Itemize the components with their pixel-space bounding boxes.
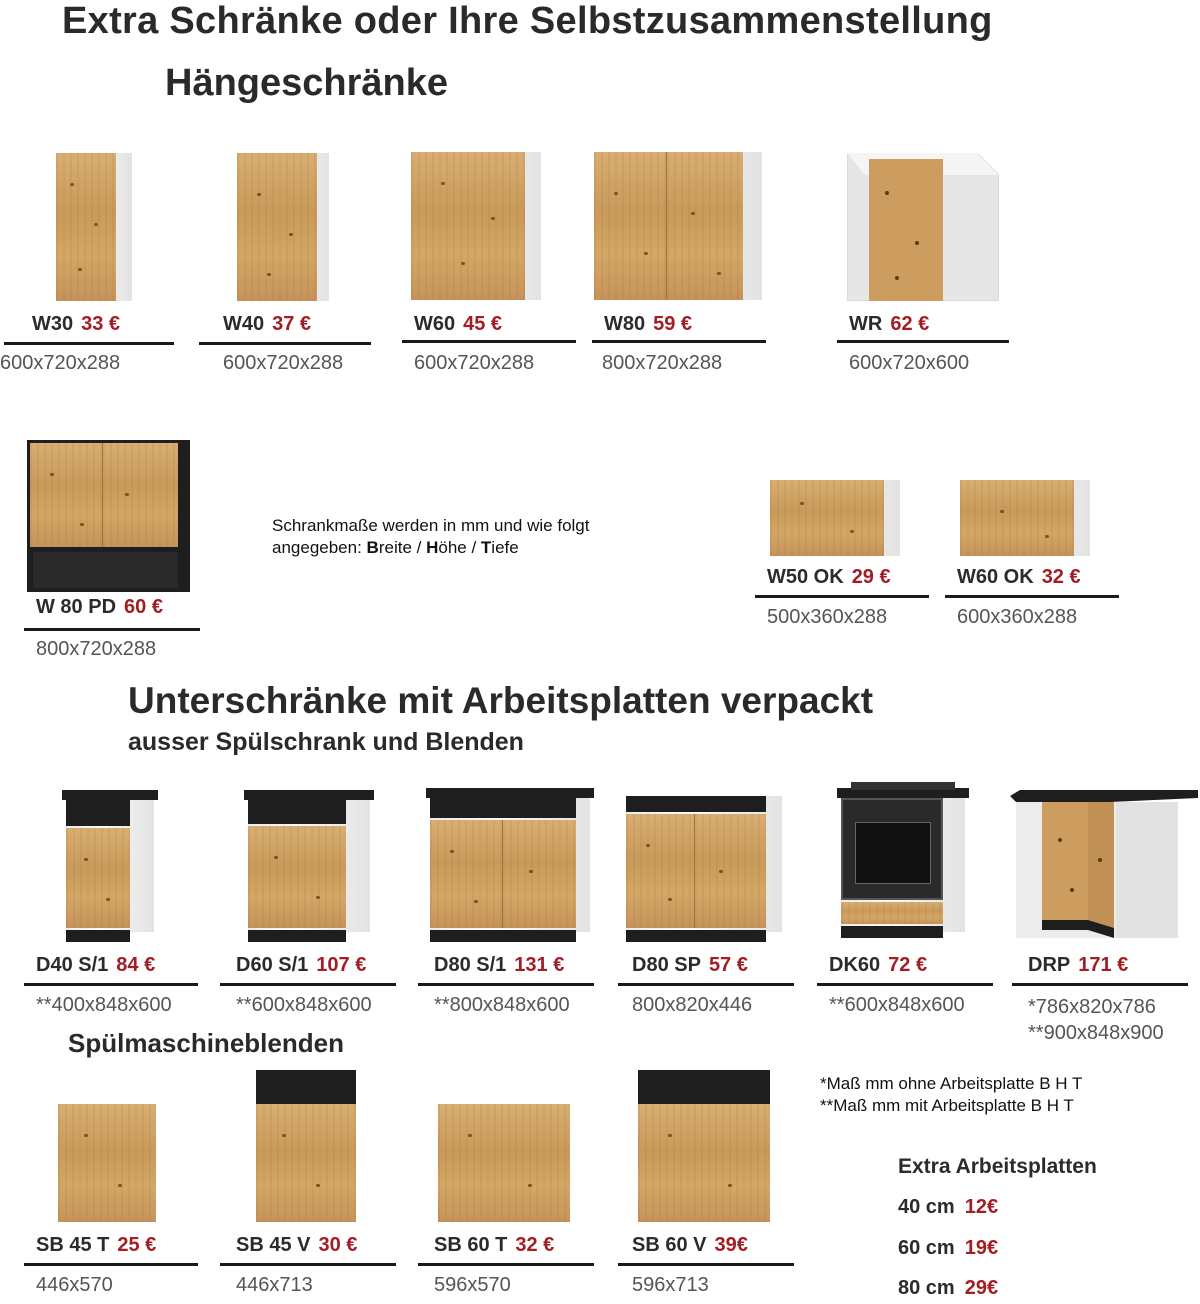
divider (592, 340, 766, 343)
product-d80-s1 (418, 788, 598, 1028)
product-w60-ok (945, 478, 1125, 638)
product-label: SB 60 V 39€ (632, 1234, 748, 1256)
sink-cabinet-icon (626, 796, 782, 942)
product-dk60 (815, 780, 995, 1028)
product-label: D40 S/1 84 € (36, 954, 156, 976)
product-drp (1010, 790, 1200, 1060)
product-dimensions: 800x820x446 (632, 994, 753, 1016)
product-dimensions: 600x360x288 (957, 606, 1078, 628)
divider (618, 1263, 794, 1266)
dishwasher-panel-icon (58, 1104, 156, 1222)
product-dimensions: 600x720x288 (223, 352, 344, 374)
product-w80-pd (20, 438, 210, 668)
product-w60 (400, 150, 580, 380)
product-sb45t (20, 1068, 200, 1304)
product-dimensions: **600x848x600 (236, 994, 372, 1016)
page-title: Extra Schränke oder Ihre Selbstzusammenstellung (62, 0, 993, 42)
section-title-wall: Hängeschränke (165, 62, 449, 104)
product-w80 (590, 150, 770, 380)
base-cabinet-2-door-icon (426, 788, 594, 942)
dishwasher-panel-icon (438, 1104, 570, 1222)
measure-note (272, 515, 589, 559)
dishwasher-panel-full-icon (638, 1070, 770, 1222)
product-label: SB 45 V 30 € (236, 1234, 358, 1256)
product-dimensions: 600x720x288 (414, 352, 535, 374)
product-dimensions: 500x360x288 (767, 606, 888, 628)
product-d80-sp (618, 788, 798, 1028)
divider (199, 342, 371, 345)
product-label: W40 37 € (223, 313, 312, 335)
divider (755, 595, 929, 598)
corner-base-cabinet-icon (1010, 790, 1198, 942)
product-label: DK60 72 € (829, 954, 928, 976)
product-label: W60 OK 32 € (957, 566, 1081, 588)
divider (24, 983, 198, 986)
product-dimensions (1028, 994, 1164, 1046)
divider (418, 983, 594, 986)
product-label: D60 S/1 107 € (236, 954, 367, 976)
product-label: SB 60 T 32 € (434, 1234, 555, 1256)
divider (220, 1263, 396, 1266)
worktop-row: 40 cm 12€ (898, 1196, 999, 1218)
note-line: **Maß mm mit Arbeitsplatte B H T (820, 1096, 1074, 1115)
product-wr (835, 150, 1015, 380)
dims-line: **900x848x900 (1028, 1022, 1164, 1044)
product-w30 (0, 150, 180, 380)
product-d40-s1 (20, 788, 200, 1028)
divider (402, 340, 576, 343)
divider (1012, 983, 1188, 986)
note-line: *Maß mm ohne Arbeitsplatte B H T (820, 1074, 1083, 1093)
product-dimensions: 800x720x288 (602, 352, 723, 374)
product-label: W30 33 € (32, 313, 121, 335)
corner-wall-cabinet-icon (847, 153, 999, 301)
wall-cabinet-1-door-icon (237, 153, 329, 301)
divider (618, 983, 794, 986)
product-dimensions: **600x848x600 (829, 994, 965, 1016)
product-label: DRP 171 € (1028, 954, 1129, 976)
top-cabinet-icon (770, 480, 900, 556)
product-dimensions: 800x720x288 (36, 638, 157, 660)
section-title-base: Unterschränke mit Arbeitsplatten verpackt (128, 680, 874, 721)
product-dimensions: 596x570 (434, 1274, 511, 1296)
product-sb45v (220, 1068, 400, 1304)
divider (4, 342, 174, 345)
product-dimensions: 600x720x600 (849, 352, 970, 374)
wall-cabinet-1-door-icon (411, 152, 541, 300)
product-label: D80 SP 57 € (632, 954, 748, 976)
note-line: angegeben: Breite / Höhe / Tiefe (272, 538, 519, 557)
worktops-title: Extra Arbeitsplatten (898, 1155, 1097, 1178)
divider (817, 983, 993, 986)
product-label: D80 S/1 131 € (434, 954, 565, 976)
top-cabinet-icon (960, 480, 1090, 556)
product-dimensions: **800x848x600 (434, 994, 570, 1016)
product-label: W60 45 € (414, 313, 503, 335)
oven-cabinet-icon (837, 782, 969, 942)
product-sb60t (418, 1068, 598, 1304)
worktop-row: 60 cm 19€ (898, 1237, 999, 1259)
product-sb60v (618, 1068, 798, 1304)
product-w50-ok (755, 478, 935, 638)
product-label: W 80 PD 60 € (36, 596, 163, 618)
product-dimensions: 446x713 (236, 1274, 313, 1296)
dims-line: *786x820x786 (1028, 996, 1156, 1018)
wall-cabinet-open-shelf-icon (27, 440, 190, 592)
product-w40 (195, 150, 380, 380)
product-label: SB 45 T 25 € (36, 1234, 157, 1256)
divider (220, 983, 396, 986)
divider (24, 1263, 198, 1266)
product-label: W50 OK 29 € (767, 566, 891, 588)
dishwasher-panel-full-icon (256, 1070, 356, 1222)
product-dimensions: 596x713 (632, 1274, 709, 1296)
product-dimensions: 600x720x288 (0, 352, 121, 374)
product-d60-s1 (220, 788, 400, 1028)
divider (418, 1263, 594, 1266)
divider (837, 340, 1009, 343)
worktop-row: 80 cm 29€ (898, 1277, 999, 1299)
product-label: WR 62 € (849, 313, 930, 335)
dimension-notes (820, 1073, 1082, 1117)
wall-cabinet-1-door-icon (56, 153, 132, 301)
note-line: Schrankmaße werden in mm und wie folgt (272, 516, 590, 535)
base-cabinet-drawer-icon (244, 790, 374, 942)
divider (24, 628, 200, 631)
section-title-panels: Spülmaschineblenden (68, 1028, 344, 1058)
wall-cabinet-2-door-icon (594, 152, 762, 300)
section-subtitle-base: ausser Spülschrank und Blenden (128, 728, 524, 756)
product-dimensions: 446x570 (36, 1274, 113, 1296)
product-dimensions: **400x848x600 (36, 994, 172, 1016)
product-label: W80 59 € (604, 313, 693, 335)
base-cabinet-drawer-icon (62, 790, 158, 942)
divider (945, 595, 1119, 598)
